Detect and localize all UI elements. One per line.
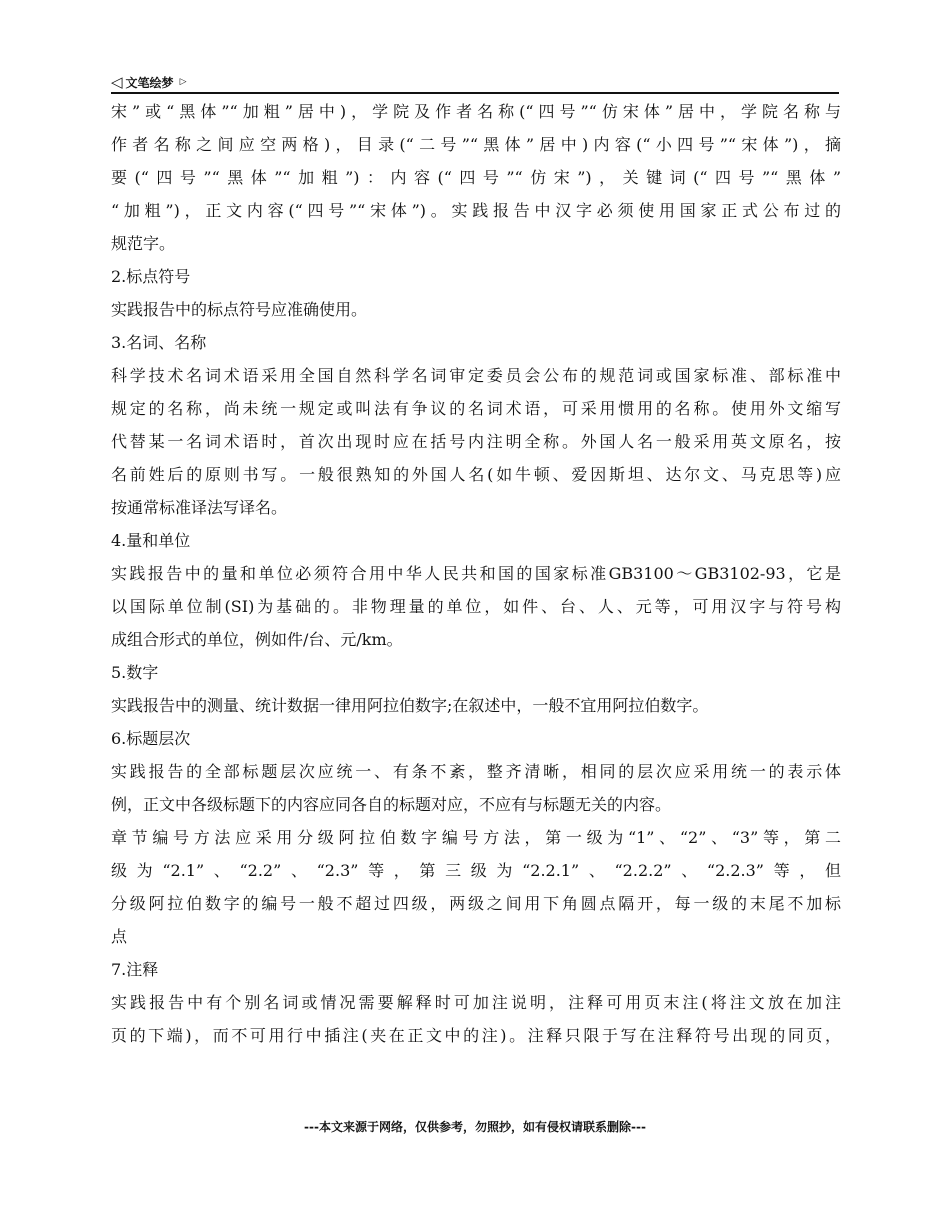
text-line: 科学技术名词术语采用全国自然科学名词审定委员会公布的规范词或国家标准、部标准中 [111,366,841,385]
header-title: 文笔绘梦 [125,75,174,90]
page-footer: ---本文来源于网络，仅供参考，勿照抄，如有侵权请联系删除--- [304,1120,646,1134]
text-line: 7.注释 [111,960,159,979]
text-line: 3.名词、名称 [111,333,207,352]
document-body [111,95,841,1052]
text-line: 宋”或“黑体”“加粗”居中)，学院及作者名称(“四号”“仿宋体”居中，学院名称与 [111,102,841,121]
triangle-right-icon: ▷ [179,76,187,87]
text-line: 实践报告中的量和单位必须符合用中华人民共和国的国家标准GB3100～GB3102-93，它是 [111,564,841,583]
text-line: 章节编号方法应采用分级阿拉伯数字编号方法，第一级为“1”、“2”、“3”等，第二 [111,828,841,847]
text-line: 规范字。 [111,234,176,253]
text-line: 规定的名称，尚未统一规定或叫法有争议的名词术语，可采用惯用的名称。使用外文缩写 [111,399,841,418]
text-line: 4.量和单位 [111,531,191,550]
text-line: 2.标点符号 [111,267,191,286]
text-line: 以国际单位制(SI)为基础的。非物理量的单位，如件、台、人、元等，可用汉字与符号构 [111,597,841,616]
text-line: 实践报告中的测量、统计数据一律用阿拉伯数字;在叙述中，一般不宜用阿拉伯数字。 [111,696,709,715]
text-line: 页的下端)，而不可用行中插注(夹在正文中的注)。注释只限于写在注释符号出现的同页， [111,1026,841,1045]
text-line: 要(“四号”“黑体”“加粗”)：内容(“四号”“仿宋”)，关键词(“四号”“黑体” [111,168,841,187]
text-line: 成组合形式的单位，例如件/台、元/km。 [111,630,403,649]
page-header [111,72,839,94]
text-line: 代替某一名词术语时，首次出现时应在括号内注明全称。外国人名一般采用英文原名，按 [111,432,841,451]
text-line: 实践报告中的标点符号应准确使用。 [111,300,368,319]
text-line: 5.数字 [111,663,159,682]
triangle-left-icon: ◁ [111,72,123,91]
text-line: 实践报告的全部标题层次应统一、有条不紊，整齐清晰，相同的层次应采用统一的表示体 [111,762,841,781]
text-line: 作者名称之间应空两格)，目录(“二号”“黑体”居中)内容(“小四号”“宋体”)，摘 [111,135,841,154]
text-line: 名前姓后的原则书写。一般很熟知的外国人名(如牛顿、爱因斯坦、达尔文、马克思等)应 [111,465,841,484]
text-line: “加粗”)，正文内容(“四号”“宋体”)。实践报告中汉字必须使用国家正式公布过的 [111,201,841,220]
text-line: 分级阿拉伯数字的编号一般不超过四级，两级之间用下角圆点隔开，每一级的末尾不加标 [111,894,841,913]
text-line: 点 [111,927,128,946]
text-line: 级为“2.1”、“2.2”、“2.3”等，第三级为“2.2.1”、“2.2.2”、“2.2.3”等，但 [111,861,841,880]
text-line: 按通常标准译法写译名。 [111,498,288,517]
text-line: 6.标题层次 [111,729,191,748]
text-line: 例，正文中各级标题下的内容应同各自的标题对应，不应有与标题无关的内容。 [111,795,672,814]
text-line: 实践报告中有个别名词或情况需要解释时可加注说明，注释可用页末注(将注文放在加注 [111,993,841,1012]
